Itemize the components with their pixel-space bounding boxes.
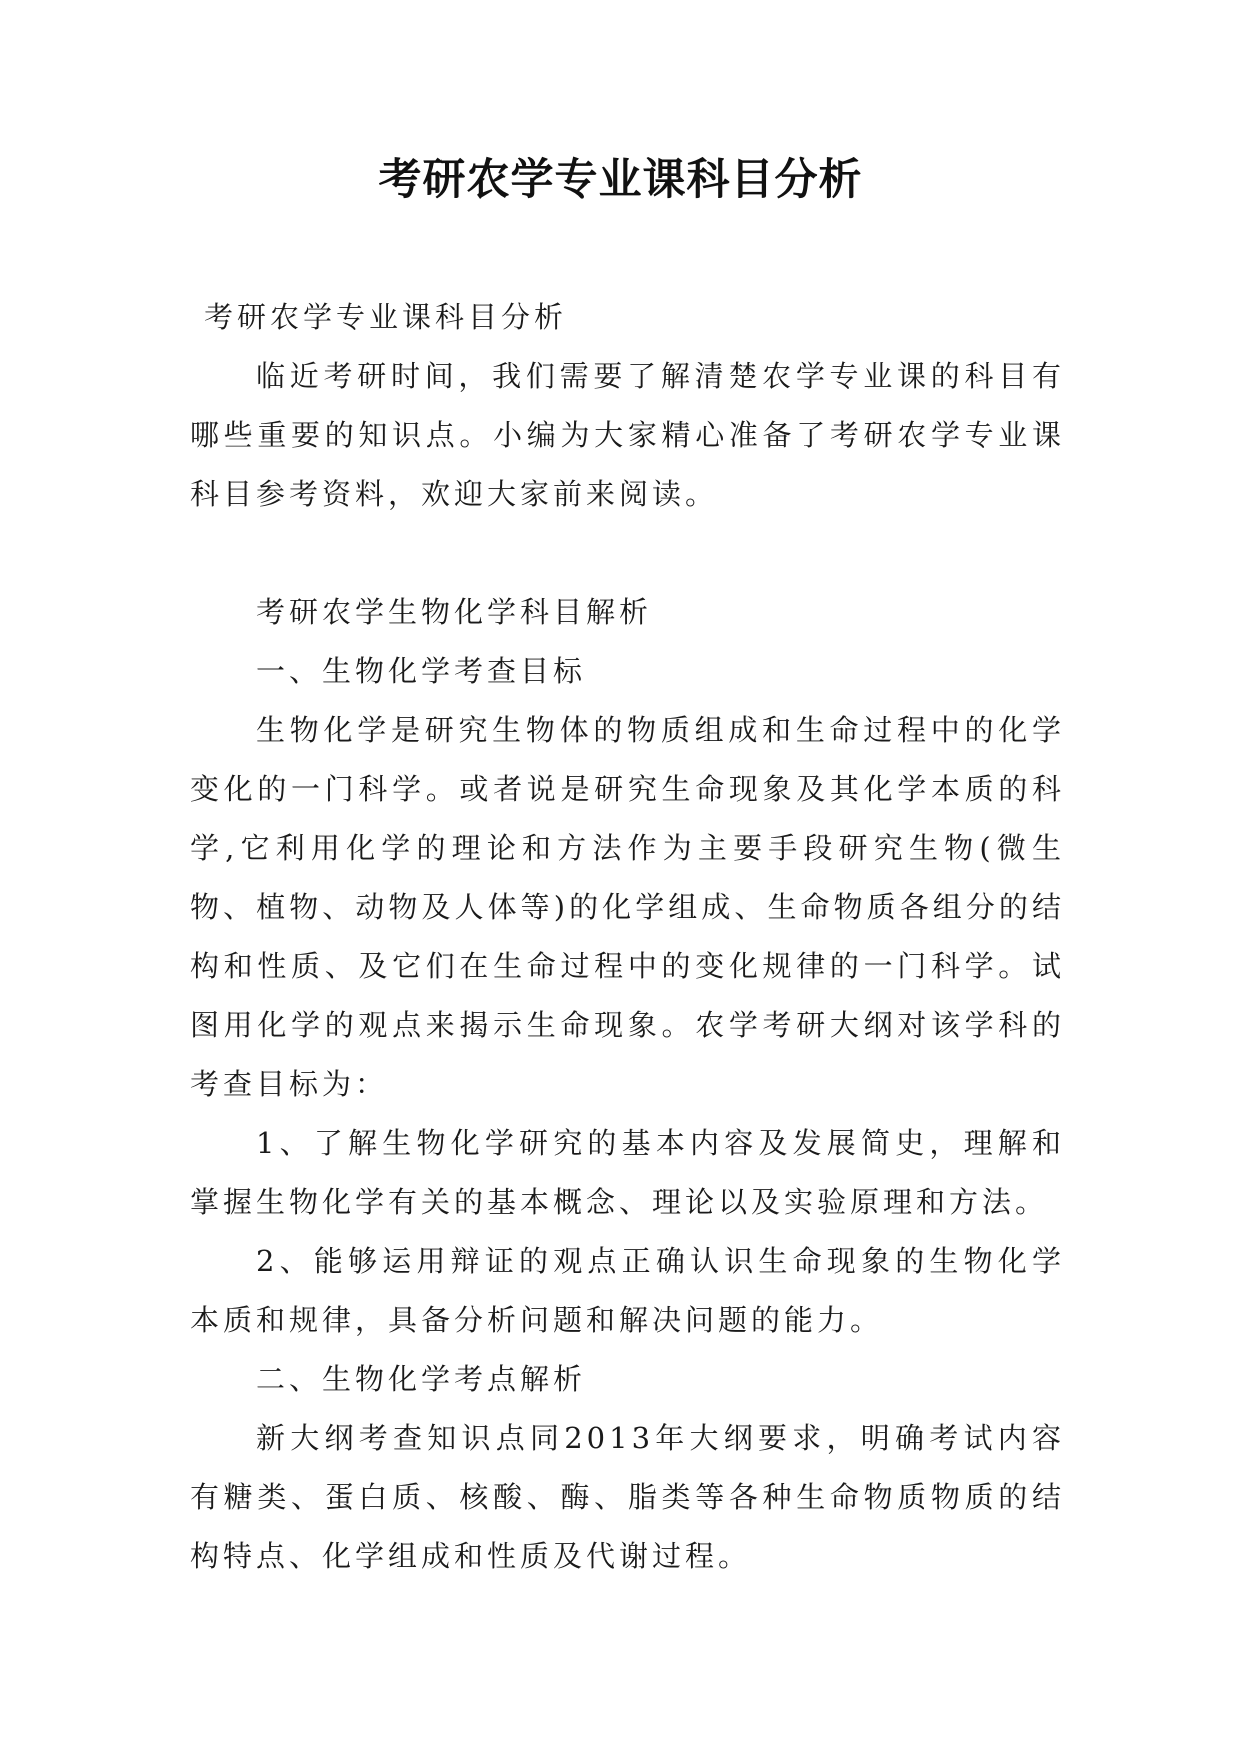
subsection-heading-2: 二、生物化学考点解析: [256, 1362, 587, 1396]
biochemistry-definition-paragraph: 生物化学是研究生物体的物质组成和生命过程中的化学变化的一门科学。或者说是研究生命现象及其化学本质的科学,它利用化学的理论和方法作为主要手段研究生物(微生物、植物、动物及人体等)的化学组成、生命物质各组分的结构和性质、及它们在生命过程中的变化规律的一门科学。试图用化学的观点来揭示生命现象。农学考研大纲对该学科的考查目标为：: [190, 713, 1065, 1101]
syllabus-paragraph: 新大纲考查知识点同2013年大纲要求，明确考试内容有糖类、蛋白质、核酸、酶、脂类等各种生命物质物质的结构特点、化学组成和性质及代谢过程。: [190, 1421, 1065, 1573]
subsection-heading-1: 一、生物化学考查目标: [256, 654, 587, 688]
document-body: [190, 288, 1065, 1586]
section-heading: 考研农学生物化学科目解析: [256, 595, 653, 629]
intro-paragraph: 临近考研时间，我们需要了解清楚农学专业课的科目有哪些重要的知识点。小编为大家精心准备了考研农学专业课科目参考资料，欢迎大家前来阅读。: [190, 359, 1065, 511]
subtitle-paragraph: 考研农学专业课科目分析: [204, 300, 568, 334]
paragraph-spacer: [190, 524, 1065, 583]
objective-item-1: 1、了解生物化学研究的基本内容及发展简史，理解和掌握生物化学有关的基本概念、理论以及实验原理和方法。: [190, 1126, 1065, 1219]
document-title: 考研农学专业课科目分析: [378, 155, 863, 205]
objective-item-2: 2、能够运用辩证的观点正确认识生命现象的生物化学本质和规律，具备分析问题和解决问题的能力。: [190, 1244, 1065, 1337]
